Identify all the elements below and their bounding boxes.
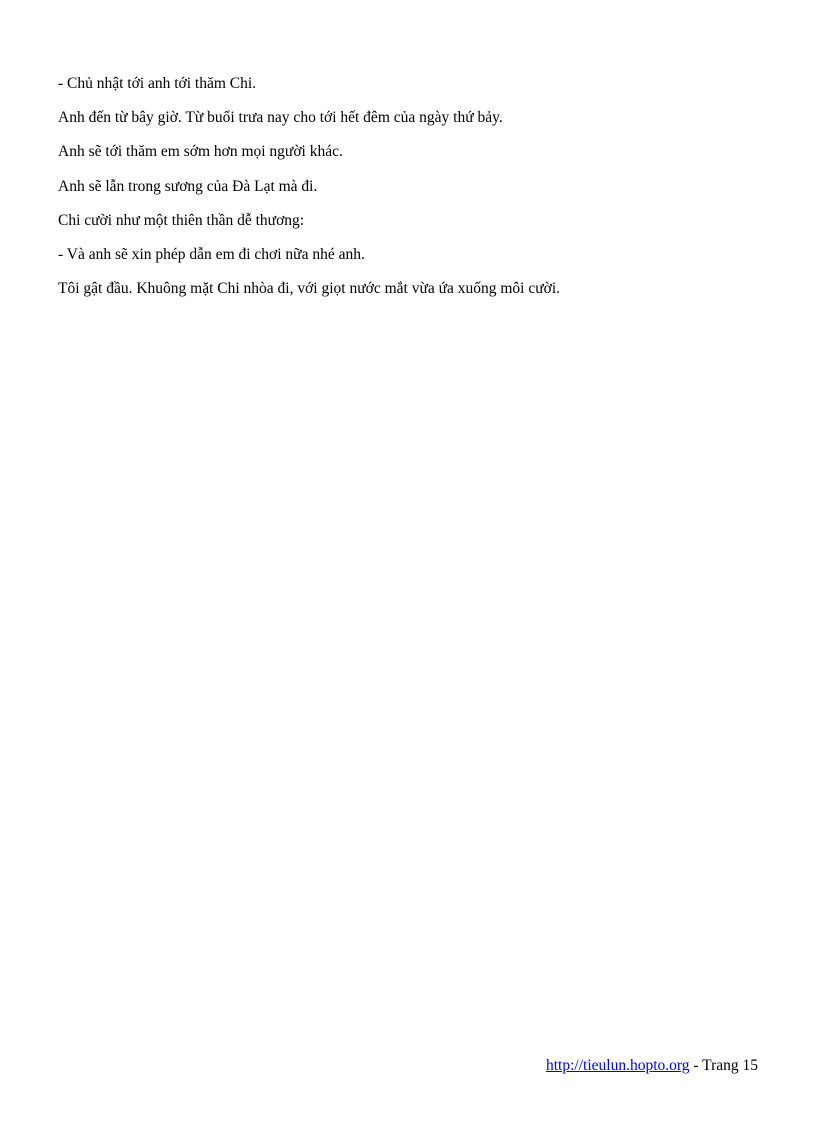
paragraph-1: - Chủ nhật tới anh tới thăm Chi. [58, 75, 257, 92]
footer-separator: - [689, 1057, 703, 1074]
document-body [58, 74, 758, 313]
page-number: Trang 15 [702, 1057, 758, 1074]
paragraph-7: Tôi gật đầu. Khuông mặt Chi nhòa đi, với giọt nước mắt vừa ứa xuống môi cười. [58, 280, 561, 298]
paragraph-2: Anh đến từ bây giờ. Từ buổi trưa nay cho tới hết đêm của ngày thứ bảy. [58, 109, 503, 127]
paragraph-4: Anh sẽ lẫn trong sương của Đà Lạt mà đi. [58, 177, 318, 195]
paragraph-5: Chi cười như một thiên thần dễ thương: [58, 211, 305, 229]
footer-link[interactable]: http://tieulun.hopto.org [545, 1057, 690, 1074]
paragraph-3: Anh sẽ tới thăm em sớm hơn mọi người khác. [58, 143, 343, 161]
page-footer [546, 1056, 758, 1076]
paragraph-6: - Và anh sẽ xin phép dẫn em đi chơi nữa nhé anh. [58, 245, 365, 263]
